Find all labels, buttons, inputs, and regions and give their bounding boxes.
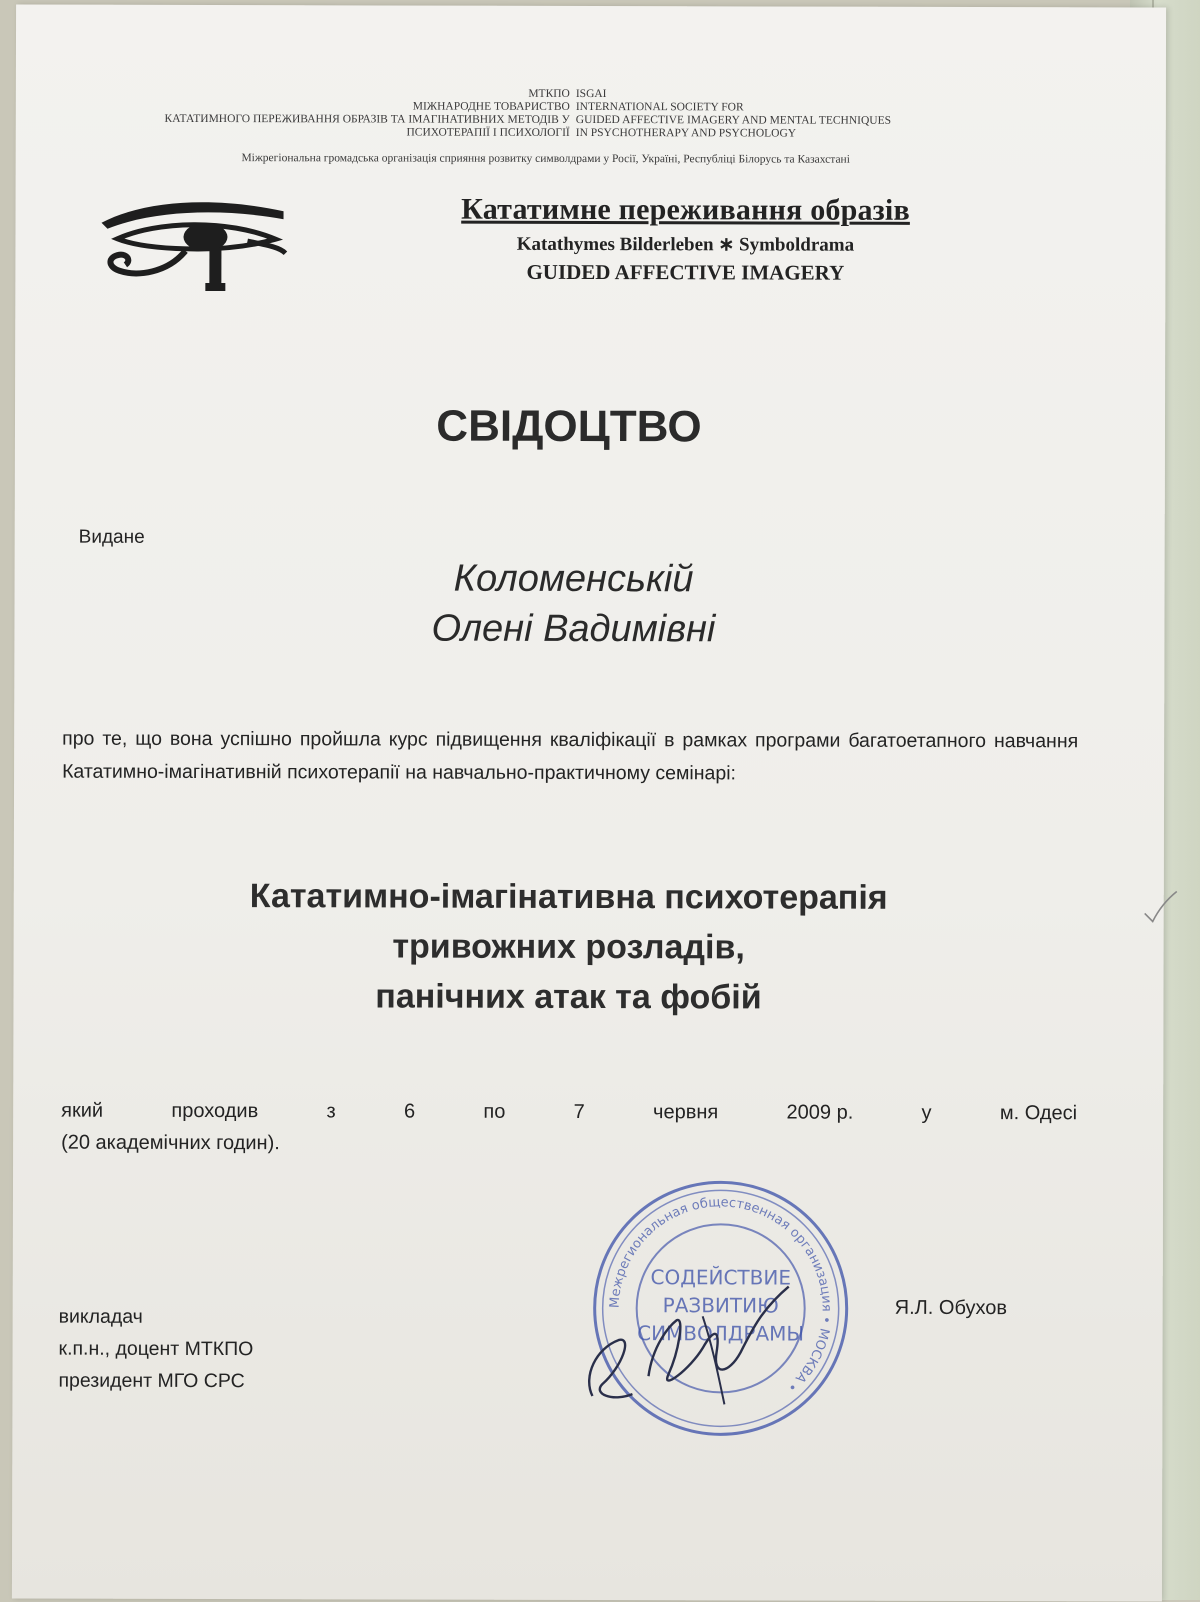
dates-word: який bbox=[61, 1099, 104, 1122]
eye-of-horus-icon bbox=[97, 193, 287, 303]
handwritten-signature bbox=[552, 1256, 812, 1417]
seminar-title bbox=[13, 870, 1123, 1023]
org-title-main: Кататимне переживання образів bbox=[461, 192, 910, 227]
dates-word: проходив bbox=[171, 1099, 259, 1123]
document-title: СВІДОЦТВО bbox=[436, 401, 702, 452]
dates-word: у bbox=[921, 1101, 932, 1124]
letterhead-english bbox=[576, 88, 891, 141]
signatory-role-line: викладач bbox=[58, 1305, 143, 1328]
dates-word: по bbox=[483, 1100, 506, 1123]
letterhead-right-line: IN PSYCHOTHERAPY AND PSYCHOLOGY bbox=[575, 126, 797, 140]
letterhead-left-line: КАТАТИМНОГО ПЕРЕЖИВАННЯ ОБРАЗІВ ТА ІМАГІНАТИВНИХ МЕТОДІВ У bbox=[164, 112, 570, 126]
letterhead-right-line: ISGAI bbox=[575, 87, 607, 101]
recipient-given-names: Олені Вадимівні bbox=[431, 607, 716, 651]
letterhead-right-line: GUIDED AFFECTIVE IMAGERY AND MENTAL TECHNIQUES bbox=[575, 113, 892, 127]
seminar-dates bbox=[61, 1095, 1077, 1162]
letterhead-left-line: МІЖНАРОДНЕ ТОВАРИСТВО bbox=[412, 100, 570, 113]
regional-org-line: Міжрегіональна громадська організація сприяння розвитку символдрами у Росії, Україні, Республіці Білорусь та Казахстані bbox=[241, 152, 850, 166]
seminar-title-line: Кататимно-імагінативна психотерапія bbox=[249, 877, 888, 917]
dates-row bbox=[61, 1095, 1077, 1130]
stamp-center-line: РАЗВИТИЮ bbox=[662, 1293, 779, 1318]
stamp-center-line: СИМВОЛДРАМЫ bbox=[637, 1321, 805, 1346]
signatory-role-line: президент МГО СРС bbox=[58, 1369, 245, 1393]
org-title-english: GUIDED AFFECTIVE IMAGERY bbox=[526, 259, 845, 285]
letterhead-left-line: ПСИХОТЕРАПІЇ І ПСИХОЛОГІЇ bbox=[406, 126, 570, 139]
recipient-name bbox=[14, 552, 1132, 655]
letterhead bbox=[16, 86, 1166, 166]
dates-word: з bbox=[326, 1100, 336, 1123]
organization-title bbox=[375, 192, 995, 286]
issued-label: Видане bbox=[78, 526, 145, 548]
certificate-body-text: про те, що вона успішно пройшла курс підвищення кваліфікації в рамках програми багатоетапного навчання Кататимно-імагінативній психотерапії на навчально-практичному семінарі: bbox=[62, 727, 1079, 785]
certificate-page bbox=[12, 4, 1166, 1601]
seminar-title-line: тривожних розладів, bbox=[392, 927, 745, 967]
academic-hours: (20 академічних годин). bbox=[61, 1131, 280, 1155]
org-title-sub: Katathymes Bilderleben ∗ Symboldrama bbox=[516, 233, 855, 256]
seminar-title-line: панічних атак та фобій bbox=[375, 977, 762, 1017]
letterhead-right-line: INTERNATIONAL SOCIETY FOR bbox=[575, 100, 744, 114]
signatory-role-line: к.п.н., доцент МТКПО bbox=[58, 1337, 254, 1361]
signatory-role bbox=[58, 1301, 253, 1398]
recipient-surname: Коломенській bbox=[453, 557, 694, 601]
signatory-name: Я.Л. Обухов bbox=[894, 1296, 1008, 1320]
dates-word: 2009 р. bbox=[786, 1101, 854, 1124]
dates-word: червня bbox=[653, 1101, 719, 1124]
dates-word: 7 bbox=[573, 1100, 585, 1123]
stamp-ring-text: Межрегиональная общественная организация • МОСКВА • bbox=[607, 1195, 834, 1395]
dates-word: м. Одесі bbox=[999, 1102, 1078, 1125]
pencil-tick-mark bbox=[1139, 887, 1179, 927]
stamp-center-line: СОДЕЙСТВИЕ bbox=[650, 1265, 792, 1290]
dates-word: 6 bbox=[403, 1100, 416, 1123]
letterhead-ukrainian bbox=[164, 87, 569, 140]
letterhead-left-line: МТКПО bbox=[528, 87, 570, 100]
